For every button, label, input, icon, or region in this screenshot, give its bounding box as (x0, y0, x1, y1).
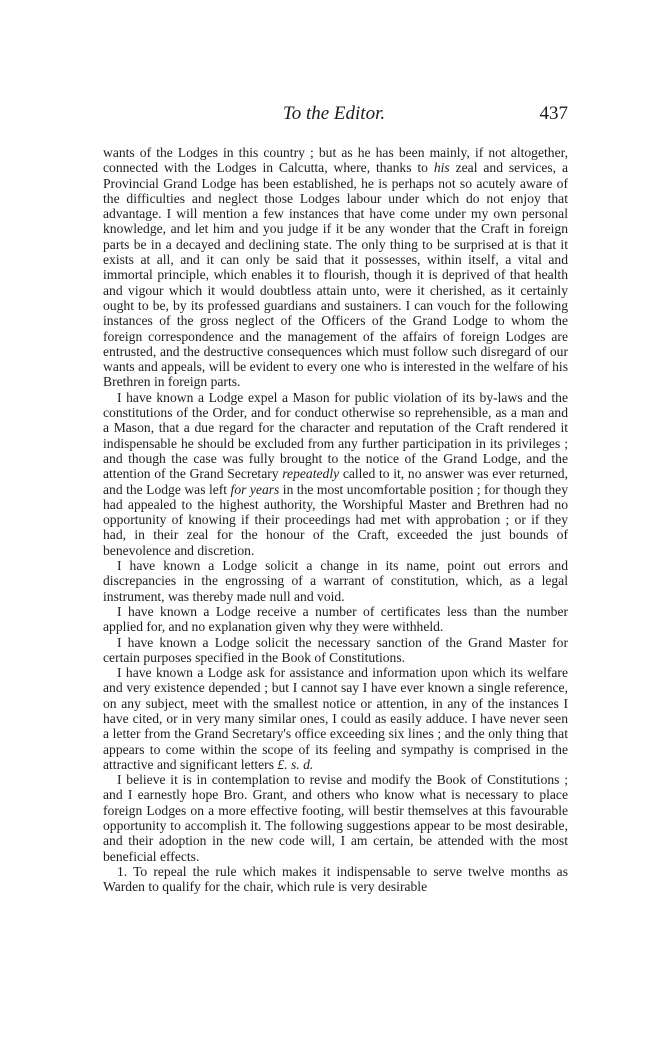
italic-text: repeatedly (282, 466, 340, 482)
text-run: zeal and services, a Provincial Grand Lodge has been established, he is perhaps not so acutely aware of the difficulties and neglect those Lodges labour under which do not enjoy that advantage. I will mention a few instances that have come under my own personal knowledge, and let him and you judge if it be any wonder that the Craft in foreign parts be in a decayed and declining state. The only thing to be surprised at is that it exists at all, and it can only be said that it possesses, within itself, a vital and immortal principle, which enables it to flourish, though it is deprived of that health and vigour which it would doubtless attain unto, were it cherished, as it certainly ought to be, by its professed guardians and sustainers. I can vouch for the following instances of the gross neglect of the Officers of the Grand Lodge to whom the foreign correspondence and the management of the affairs of foreign Lodges are entrusted, and the destructive consequences which must follow such disregard of our wants and appeals, will be evident to every one who is interested in the welfare of his Brethren in foreign parts. (103, 160, 568, 390)
paragraph (103, 390, 568, 558)
running-title: To the Editor. (282, 103, 386, 124)
paragraph (103, 145, 568, 390)
paragraph (103, 772, 568, 864)
text-run: I have known a Lodge receive a number of certificates less than the number applied for, and no explanation given why they were withheld. (103, 603, 568, 635)
text-run: in the most uncomfortable position ; for though they had appealed to the highest authority, the Worshipful Master and Brethren had no opportunity of knowing if their proceedings had met with approbation ; or if they had, in their zeal for the honour of the Craft, exceeded the just bounds of benevolence and discretion. (103, 481, 568, 558)
text-run: I have known a Lodge solicit the necessary sanction of the Grand Master for certain purposes specified in the Book of Constitutions. (103, 634, 568, 665)
text-run: wants of the Lodges in this country ; but as he has been mainly, if not altogether, connected with the Lodges in Calcutta, where, thanks to (103, 145, 568, 176)
paragraph (103, 635, 568, 666)
page-number: 437 (539, 103, 568, 124)
text-run: I have known a Lodge solicit a change in its name, point out errors and discrepancies in the engrossing of a warrant of constitution, which, as a legal instrument, was thereby made null and void. (103, 558, 568, 604)
paragraph (103, 604, 568, 635)
paragraph (103, 864, 568, 895)
text-run: 1. To repeal the rule which makes it indispensable to serve twelve months as Warden to qualify for the chair, which rule is very desirable (103, 863, 568, 895)
page-header (100, 102, 568, 128)
text-run: I believe it is in contemplation to revise and modify the Book of Constitutions ; and I earnestly hope Bro. Grant, and others who know what is necessary to place foreign Lodges on a more effective footing, will bestir themselves at this favourable opportunity to accomplish it. The following suggestions appear to be most desirable, and their adoption in the new code will, I am certain, be attended with the most beneficial effects. (103, 772, 568, 864)
text-run: I have known a Lodge ask for assistance and information upon which its welfare and very existence depended ; but I cannot say I have ever known a single reference, on any subject, meet with the smallest notice or attention, in any of the instances I have cited, or in very many similar ones, I could as easily adduce. I have never seen a letter from the Grand Secretary's office exceeding six lines ; and the only thing that appears to come within the scope of its feeling and sympathy is comprised in the attractive and significant letters (103, 665, 568, 772)
text-run: I have known a Lodge expel a Mason for public violation of its by-laws and the constitutions of the Order, and for conduct otherwise so reprehensible, as a man and a Mason, that a due regard for the character and reputation of the Craft rendered it indispensable he should be excluded from any further participation in its privileges ; and though the case was fully brought to the notice of the Grand Lodge, and the attention of the Grand Secretary (103, 389, 568, 482)
paragraph (103, 665, 568, 772)
article-body (103, 145, 568, 895)
italic-text: £. s. d. (277, 756, 314, 772)
italic-text: his (433, 160, 450, 176)
paragraph (103, 558, 568, 604)
text-run: called to it, no answer was ever returned, and the Lodge was left (103, 466, 568, 497)
italic-text: for years (230, 481, 280, 497)
